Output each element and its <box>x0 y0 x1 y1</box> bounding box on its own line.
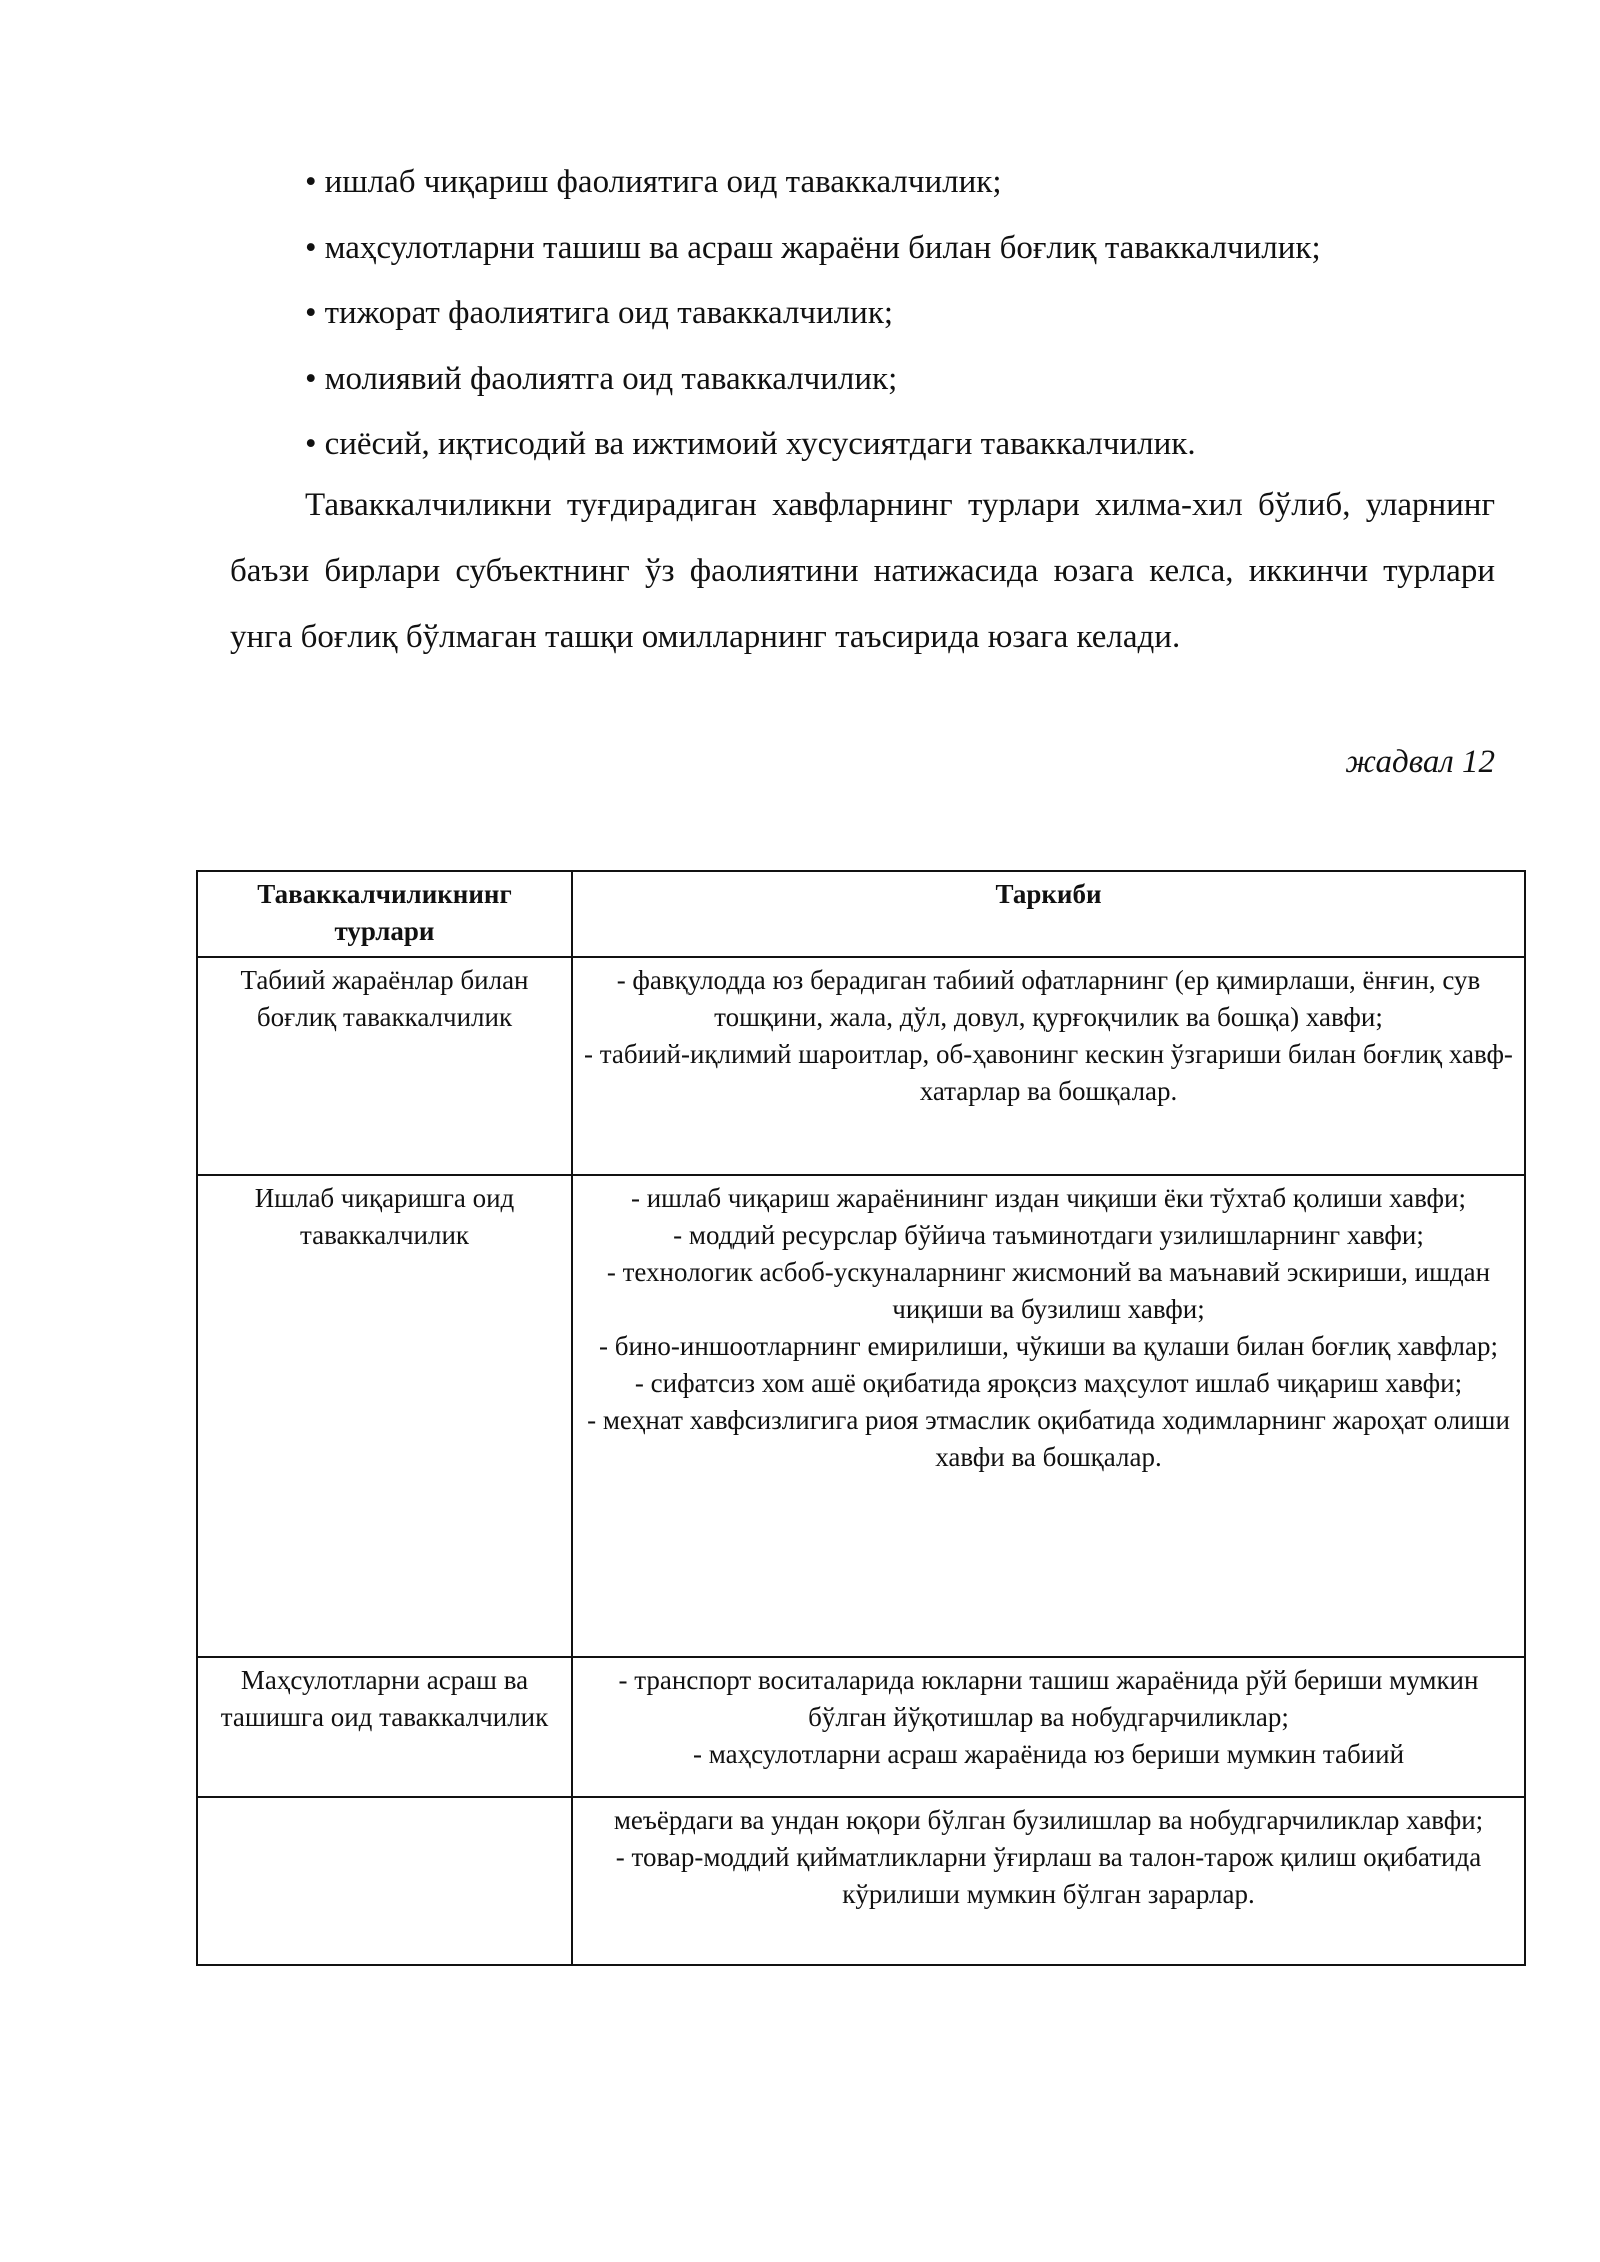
table-row <box>197 1175 1525 1657</box>
table-caption: жадвал 12 <box>1345 744 1495 780</box>
risk-content-cell <box>572 1657 1525 1797</box>
bullet-item: • ишлаб чиқариш фаолиятига оид таваккалчилик; <box>305 150 1505 216</box>
bullet-item: • сиёсий, иқтисодий ва ижтимоий хусусиятдаги таваккалчилик. <box>305 412 1505 478</box>
content-item: - меҳнат хавфсизлигига риоя этмаслик оқибатида ходимларнинг жароҳат олиши хавфи ва бошқалар. <box>587 1405 1510 1472</box>
risk-type-cell: Табиий жараёнлар билан боғлиқ таваккалчилик <box>197 957 572 1175</box>
content-item: - ишлаб чиқариш жараёнининг издан чиқиши ёки тўхтаб қолиши хавфи; <box>630 1183 1467 1213</box>
body-paragraph: Таваккалчиликни туғдирадиган хавфларнинг турлари хилма-хил бўлиб, уларнинг баъзи бирлари субъектнинг ўз фаолиятини натижасида юзага келса, иккинчи турлари унга боғлиқ бўлмаган ташқи омилларнинг таъсирида юзага келади. <box>230 487 1495 655</box>
risk-table <box>196 870 1526 1966</box>
content-item: - табиий-иқлимий шароитлар, об-ҳавонинг кескин ўзгариши билан боғлиқ хавф-хатарлар ва бошқалар. <box>584 1039 1513 1106</box>
content-item: - фавқулодда юз берадиган табиий офатларнинг (ер қимирлаши, ёнғин, сув тошқини, жала, дўл, довул, қурғоқчилик ва бошқа) хавфи; <box>616 965 1481 1032</box>
content-item: - бино-иншоотларнинг емирилиши, чўкиши ва қулаши билан боғлиқ хавфлар; <box>599 1331 1498 1361</box>
bullet-list <box>305 150 1505 478</box>
bullet-item: • маҳсулотларни ташиш ва асраш жараёни билан боғлиқ таваккалчилик; <box>305 216 1505 282</box>
table-row <box>197 1657 1525 1797</box>
table-row <box>197 1797 1525 1965</box>
content-item: - моддий ресурслар бўйича таъминотдаги узилишларнинг хавфи; <box>673 1220 1424 1250</box>
content-item: - технологик асбоб-ускуналарнинг жисмоний ва маънавий эскириши, ишдан чиқиши ва бузилиш хавфи; <box>606 1257 1491 1324</box>
risk-content-cell <box>572 1175 1525 1657</box>
risk-content-cell <box>572 1797 1525 1965</box>
content-item: - маҳсулотларни асраш жараёнида юз бериши мумкин табиий <box>692 1739 1405 1769</box>
content-item: - сифатсиз хом ашё оқибатида яроқсиз маҳсулот ишлаб чиқариш хавфи; <box>634 1368 1463 1398</box>
risk-type-cell: Маҳсулотларни асраш ва ташишга оид таваккалчилик <box>197 1657 572 1797</box>
content-item: меъёрдаги ва ундан юқори бўлган бузилишлар ва нобудгарчиликлар хавфи; <box>613 1805 1484 1835</box>
bullet-item: • молиявий фаолиятга оид таваккалчилик; <box>305 347 1505 413</box>
content-item: - товар-моддий қийматликларни ўғирлаш ва талон-тарож қилиш оқибатида кўрилиши мумкин бўлган зарарлар. <box>615 1842 1482 1909</box>
bullet-item: • тижорат фаолиятига оид таваккалчилик; <box>305 281 1505 347</box>
table-row <box>197 957 1525 1175</box>
risk-content-cell <box>572 957 1525 1175</box>
header-cell-types: Таваккалчиликнинг турлари <box>197 871 572 957</box>
content-item: - транспорт воситаларида юкларни ташиш жараёнида рўй бериши мумкин бўлган йўқотишлар ва нобудгарчиликлар; <box>618 1665 1479 1732</box>
header-cell-content: Таркиби <box>572 871 1525 957</box>
risk-type-cell: Ишлаб чиқаришга оид таваккалчилик <box>197 1175 572 1657</box>
table-header-row <box>197 871 1525 957</box>
risk-type-cell <box>197 1797 572 1965</box>
